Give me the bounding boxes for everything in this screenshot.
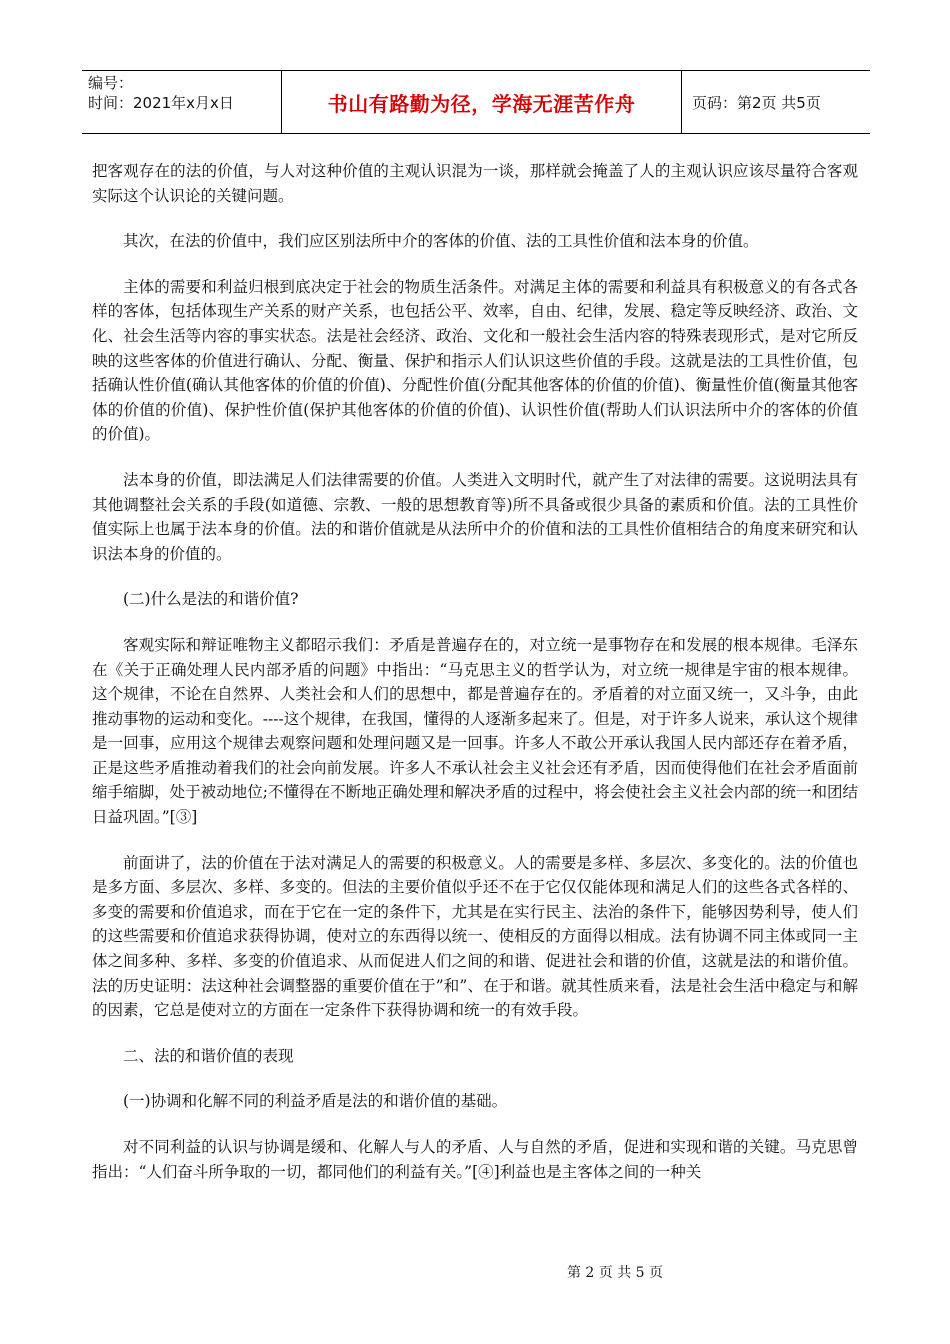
paragraph: 客观实际和辩证唯物主义都昭示我们：矛盾是普遍存在的，对立统一是事物存在和发展的根本规律。毛泽东在《关于正确处理人民内部矛盾的问题》中指出：“马克思主义的哲学认为，对立统一规律是宇宙的根本规律。这个规律，不论在自然界、人类社会和人们的思想中，都是普遍存在的。矛盾着的对立面又统一，又斗争，由此推动事物的运动和变化。----这个规律，在我国，懂得的人逐渐多起来了。但是，对于许多人说来，承认这个规律是一回事，应用这个规律去观察问题和处理问题又是一回事。许多人不敢公开承认我国人民内部还存在着矛盾，正是这些矛盾推动着我们的社会向前发展。许多人不承认社会主义社会还有矛盾，因而使得他们在社会矛盾面前缩手缩脚，处于被动地位;不懂得在不断地正确处理和解决矛盾的过程中，将会使社会主义社会内部的统一和团结日益巩固。”[③] (92, 635, 858, 827)
date-label: 时间：2021年x月x日 (88, 94, 234, 112)
paragraph: 对不同利益的认识与协调是缓和、化解人与人的矛盾、人与自然的矛盾，促进和实现和谐的关键。马克思曾指出：“人们奋斗所争取的一切，都同他们的利益有关。”[④]利益也是主客体之间的一种关 (92, 1138, 858, 1181)
page-header (82, 70, 870, 134)
section-heading: 二、法的和谐价值的表现 (123, 1046, 294, 1065)
serial-label: 编号： (88, 74, 134, 92)
header-page-info: 页码：第2页 共5页 (692, 93, 821, 112)
paragraph: 法本身的价值，即法满足人们法律需要的价值。人类进入文明时代，就产生了对法律的需要。这说明法具有其他调整社会关系的手段(如道德、宗教、一般的思想教育等)所不具备或很少具备的素质和价值。法的工具性价值实际上也属于法本身的价值。法的和谐价值就是从法所中介的价值和法的工具性价值相结合的角度来研究和认识法本身的价值的。 (92, 470, 858, 563)
page-footer: 第 2 页 共 5 页 (566, 1265, 664, 1281)
paragraph: 前面讲了，法的价值在于法对满足人的需要的积极意义。人的需要是多样、多层次、多变化的。法的价值也是多方面、多层次、多样、多变的。但法的主要价值似乎还不在于它仅仅能体现和满足人们的这些各式各样的、多变的需要和价值追求，而在于它在一定的条件下，尤其是在实行民主、法治的条件下，能够因势利导，使人们的这些需要和价值追求获得协调，使对立的东西得以统一、使相反的方面得以相成。法有协调不同主体或同一主体之间多种、多样、多变的价值追求、从而促进人们之间的和谐、促进社会和谐的价值，这就是法的和谐价值。法的历史证明：法这种社会调整器的重要价值在于”和”、在于和谐。就其性质来看，法是社会生活中稳定与和解的因素，它总是使对立的方面在一定条件下获得协调和统一的有效手段。 (92, 853, 858, 1020)
section-heading: (一)协调和化解不同的利益矛盾是法的和谐价值的基础。 (123, 1092, 508, 1111)
section-heading: (二)什么是法的和谐价值? (123, 590, 299, 609)
paragraph: 把客观存在的法的价值，与人对这种价值的主观认识混为一谈，那样就会掩盖了人的主观认识应该尽量符合客观实际这个认识论的关键问题。 (92, 162, 858, 205)
header-motto: 书山有路勤为径，学海无涯苦作舟 (282, 71, 682, 133)
header-meta (82, 71, 282, 133)
document-body (92, 159, 858, 1184)
paragraph: 主体的需要和利益归根到底决定于社会的物质生活条件。对满足主体的需要和利益具有积极意义的有各式各样的客体，包括体现生产关系的财产关系，也包括公平、效率，自由、纪律，发展、稳定等反映经济、政治、文化、社会生活等内容的事实状态。法是社会经济、政治、文化和一般社会生活内容的特殊表现形式，是对它所反映的这些客体的价值进行确认、分配、衡量、保护和指示人们认识这些价值的手段。这就是法的工具性价值，包括确认性价值(确认其他客体的价值的价值)、分配性价值(分配其他客体的价值的价值)、衡量性价值(衡量其他客体的价值的价值)、保护性价值(保护其他客体的价值的价值)、认识性价值(帮助人们认识法所中介的客体的价值的价值)。 (92, 277, 858, 444)
paragraph: 其次，在法的价值中，我们应区别法所中介的客体的价值、法的工具性价值和法本身的价值。 (123, 232, 759, 251)
